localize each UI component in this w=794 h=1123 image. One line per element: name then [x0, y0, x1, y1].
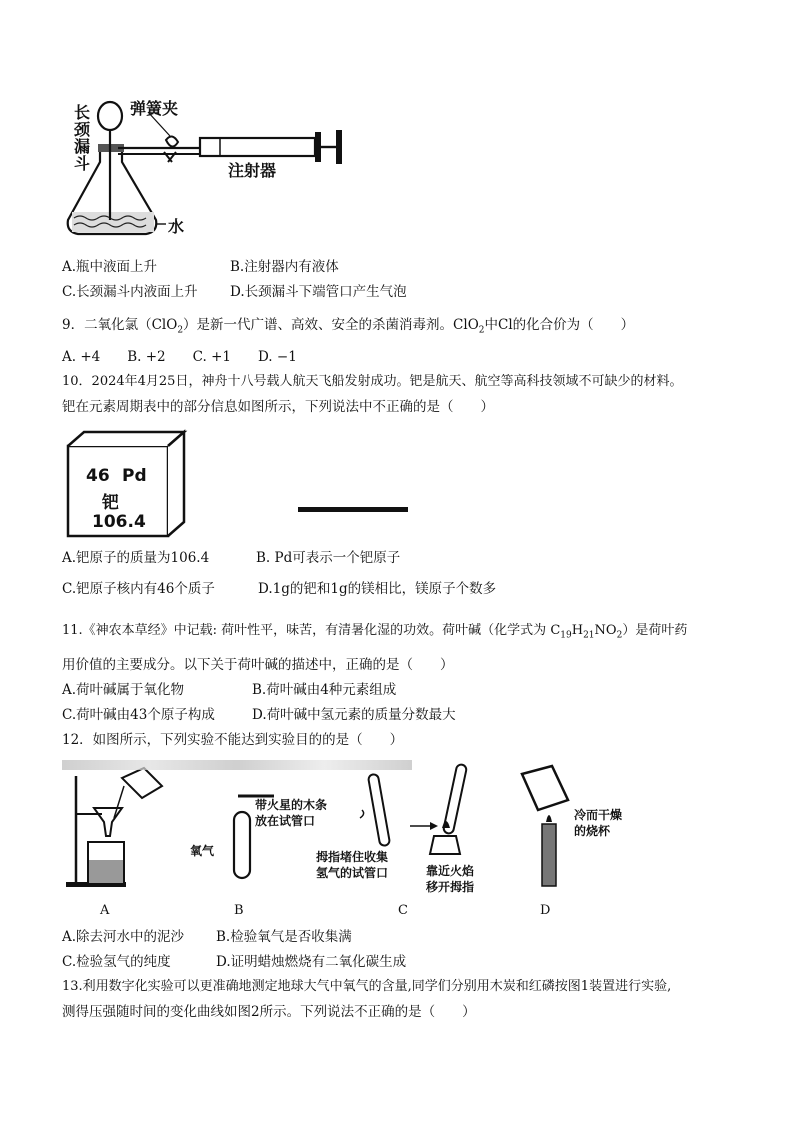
q11-sub-o: 2 [616, 630, 623, 641]
fig-d-label-line2: 的烧杯 [574, 824, 611, 838]
q8-apparatus-figure [60, 92, 360, 244]
q12-option-b: B.检验氧气是否收集满 [216, 929, 352, 945]
q9-stem-part3: 中Cl的化合价为（ ） [484, 317, 635, 333]
q8-option-d: D.长颈漏斗下端管口产生气泡 [230, 284, 407, 300]
q11-option-b: B.荷叶碱由4种元素组成 [252, 682, 397, 698]
fig-letter-c: C [398, 903, 408, 918]
palladium-element-cell [62, 428, 192, 540]
element-symbol: Pd [122, 466, 147, 486]
element-name: 钯 [102, 493, 119, 513]
long-funnel-label: 长颈漏斗 [74, 103, 91, 173]
q10-option-c: C.钯原子核内有46个质子 [62, 581, 215, 597]
fig-b-gas-label: 氧气 [190, 844, 215, 858]
q11-h: H [571, 623, 584, 638]
q11-sub-c: 19 [560, 630, 572, 641]
q8-option-a: A.瓶中液面上升 [62, 259, 158, 275]
q9-stem-part2: ）是新一代广谱、高效、安全的杀菌消毒剂。ClO [183, 317, 479, 333]
q10-option-b: B. Pd可表示一个钯原子 [256, 550, 401, 566]
flask-syringe-diagram [60, 92, 360, 244]
q9-sub1: 2 [177, 325, 184, 336]
spring-clip-label: 弹簧夹 [130, 99, 179, 118]
fig-c-label-line3: 靠近火焰 [426, 864, 475, 878]
q13-stem-line2: 测得压强随时间的变化曲线如图2所示。下列说法不正确的是（ ） [62, 1004, 476, 1020]
q12-option-a: A.除去河水中的泥沙 [62, 929, 185, 945]
q11-stem-part1: 11.《神农本草经》中记载: 荷叶性平，味苦，有清暑化湿的功效。荷叶碱（化学式为 C [62, 623, 561, 638]
q13-stem-line1: 13.利用数字化实验可以更准确地测定地球大气中氧气的含量,同学们分别用木炭和红磷按图1装置进行实验, [62, 979, 672, 994]
q12-option-d: D.证明蜡烛燃烧有二氧化碳生成 [216, 954, 407, 970]
atomic-mass: 106.4 [92, 512, 146, 532]
horizontal-bar-mark [298, 507, 408, 512]
q11-option-c: C.荷叶碱由43个原子构成 [62, 707, 215, 723]
q9-stem-part1: 9．二氧化氯（ClO [62, 317, 178, 333]
q12-option-c: C.检验氢气的纯度 [62, 954, 171, 970]
q10-stem-line2: 钯在元素周期表中的部分信息如图所示，下列说法中不正确的是（ ） [62, 399, 494, 415]
q11-option-a: A.荷叶碱属于氧化物 [62, 682, 185, 698]
q8-option-b: B.注射器内有液体 [230, 259, 339, 275]
q12-stem: 12．如图所示，下列实验不能达到实验目的的是（ ） [62, 732, 404, 748]
q10-option-d: D.1g的钯和1g的镁相比，镁原子个数多 [258, 581, 497, 597]
q9-stem [62, 316, 634, 334]
q11-option-d: D.荷叶碱中氢元素的质量分数最大 [252, 707, 456, 723]
q11-sub-h: 21 [583, 630, 595, 641]
fig-b-label-line2: 放在试管口 [255, 814, 316, 828]
fig-b-label-line1: 带火星的木条 [255, 798, 328, 812]
fig-letter-d: D [540, 903, 551, 918]
q11-no: NO [594, 623, 617, 638]
q12-experiments-figure [62, 756, 642, 896]
q8-option-c: C.长颈漏斗内液面上升 [62, 284, 198, 300]
q9-options: A. +4 B. +2 C. +1 D. −1 [62, 349, 297, 365]
q9-sub2: 2 [478, 325, 485, 336]
blurred-header-strip [62, 760, 412, 770]
q11-stem-line1 [62, 622, 687, 640]
q10-option-a: A.钯原子的质量为106.4 [62, 550, 210, 566]
water-label: 水 [168, 217, 185, 236]
fig-c-label-line1: 拇指堵住收集 [316, 850, 389, 864]
atomic-number: 46 [86, 466, 110, 486]
fig-letter-a: A [100, 903, 110, 918]
fig-d-label-line1: 冷而干燥 [574, 808, 623, 822]
q10-stem-line1: 10．2024年4月25日，神舟十八号载人航天飞船发射成功。钯是航天、航空等高科技领域不可缺少的材料。 [62, 374, 683, 389]
fig-letter-b: B [234, 903, 244, 918]
fig-c-label-line4: 移开拇指 [426, 880, 475, 894]
fig-c-label-line2: 氢气的试管口 [316, 866, 389, 880]
q11-stem-part2: ）是荷叶药 [622, 623, 688, 638]
syringe-label: 注射器 [228, 161, 277, 180]
q11-stem-line2: 用价值的主要成分。以下关于荷叶碱的描述中，正确的是（ ） [62, 657, 454, 673]
